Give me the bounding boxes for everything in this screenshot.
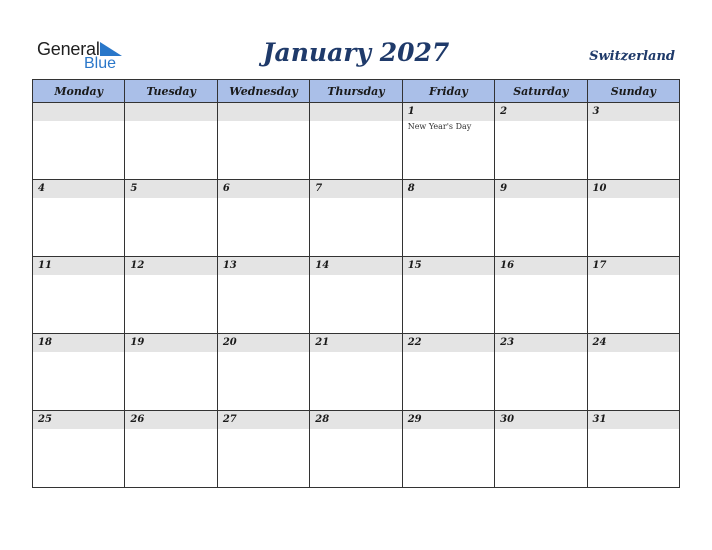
day-cell	[217, 411, 309, 488]
day-number: 28	[315, 414, 330, 425]
day-number: 20	[222, 337, 237, 348]
day-number-band	[495, 103, 586, 121]
day-number-band	[125, 257, 216, 275]
week-row	[33, 180, 680, 257]
day-number-band	[588, 334, 679, 352]
day-cell	[217, 257, 309, 334]
day-number: 18	[38, 337, 52, 348]
day-cell	[125, 411, 217, 488]
day-number: 27	[222, 414, 237, 425]
day-number-band	[588, 257, 679, 275]
day-number: 31	[592, 414, 607, 425]
weekday-header: Thursday	[310, 80, 402, 103]
day-number-band	[495, 257, 586, 275]
calendar-grid	[32, 79, 680, 488]
day-number-band	[125, 411, 216, 429]
day-cell	[125, 334, 217, 411]
day-cell	[33, 103, 125, 180]
day-number-band	[33, 103, 124, 121]
day-number-band	[218, 334, 309, 352]
day-cell	[310, 103, 402, 180]
day-number-band	[310, 180, 401, 198]
weekday-header-row	[33, 80, 680, 103]
day-number: 29	[407, 414, 422, 425]
day-number: 24	[592, 337, 607, 348]
day-number: 10	[592, 183, 607, 194]
day-cell	[125, 103, 217, 180]
day-number: 4	[38, 183, 45, 194]
day-cell	[310, 180, 402, 257]
day-cell	[33, 334, 125, 411]
day-number-band	[125, 103, 216, 121]
day-cell	[310, 257, 402, 334]
day-cell	[33, 411, 125, 488]
day-number: 9	[500, 183, 508, 194]
day-number-band	[125, 334, 216, 352]
day-cell	[125, 180, 217, 257]
weekday-header: Saturday	[495, 80, 587, 103]
week-row	[33, 257, 680, 334]
day-number: 11	[38, 260, 52, 271]
day-number: 12	[130, 260, 145, 271]
day-number: 23	[500, 337, 515, 348]
day-number-band	[588, 180, 679, 198]
week-row	[33, 334, 680, 411]
day-cell	[587, 411, 679, 488]
day-cell	[125, 257, 217, 334]
weekday-header: Tuesday	[125, 80, 217, 103]
weekday-header: Friday	[402, 80, 494, 103]
day-number: 7	[315, 183, 323, 194]
day-cell	[495, 257, 587, 334]
day-number: 8	[407, 183, 415, 194]
day-number: 13	[222, 260, 237, 271]
day-number-band	[495, 411, 586, 429]
day-number-band	[403, 334, 494, 352]
weekday-header: Sunday	[587, 80, 679, 103]
calendar-body	[33, 103, 680, 488]
day-number-band	[33, 334, 124, 352]
day-cell	[587, 180, 679, 257]
day-number-band	[495, 180, 586, 198]
day-number: 16	[500, 260, 515, 271]
day-number-band	[218, 257, 309, 275]
day-cell	[33, 257, 125, 334]
day-cell	[495, 180, 587, 257]
day-number-band	[310, 334, 401, 352]
day-number-band	[125, 180, 216, 198]
day-cell	[495, 103, 587, 180]
day-number: 22	[407, 337, 422, 348]
day-number-band	[218, 180, 309, 198]
day-cell	[402, 103, 494, 180]
day-number-band	[33, 257, 124, 275]
day-number: 30	[500, 414, 515, 425]
day-number: 1	[407, 106, 415, 117]
day-cell	[217, 180, 309, 257]
day-number-band	[403, 411, 494, 429]
day-number-band	[495, 334, 586, 352]
day-number-band	[403, 180, 494, 198]
logo-word-blue: Blue	[84, 55, 117, 72]
day-number: 26	[130, 414, 145, 425]
day-cell	[587, 257, 679, 334]
day-number-band	[403, 257, 494, 275]
day-number-band	[218, 103, 309, 121]
day-number-band	[403, 103, 494, 121]
day-number: 5	[130, 183, 138, 194]
day-number-band	[218, 411, 309, 429]
day-cell	[217, 103, 309, 180]
day-cell	[33, 180, 125, 257]
weekday-header: Wednesday	[217, 80, 309, 103]
day-number: 17	[592, 260, 607, 271]
day-cell	[495, 411, 587, 488]
day-number: 15	[407, 260, 422, 271]
day-number-band	[310, 257, 401, 275]
day-number-band	[33, 411, 124, 429]
day-number: 14	[315, 260, 330, 271]
logo-word-general: General	[37, 39, 100, 59]
day-cell	[310, 411, 402, 488]
day-cell	[402, 180, 494, 257]
calendar-title: January 2027	[262, 38, 450, 67]
day-cell	[310, 334, 402, 411]
day-cell	[402, 411, 494, 488]
day-number: 25	[38, 414, 52, 425]
day-number-band	[310, 411, 401, 429]
day-cell	[495, 334, 587, 411]
day-cell	[402, 334, 494, 411]
day-cell	[587, 103, 679, 180]
day-number: 21	[315, 337, 330, 348]
country-label: Switzerland	[589, 49, 675, 64]
day-number: 2	[500, 106, 508, 117]
day-number-band	[588, 103, 679, 121]
weekday-header: Monday	[33, 80, 125, 103]
day-cell	[402, 257, 494, 334]
holiday-label: New Year's Day	[407, 122, 472, 131]
day-number-band	[588, 411, 679, 429]
day-number: 19	[130, 337, 145, 348]
day-cell	[217, 334, 309, 411]
day-number-band	[310, 103, 401, 121]
day-number-band	[33, 180, 124, 198]
day-number: 3	[592, 106, 600, 117]
day-number: 6	[222, 183, 230, 194]
week-row	[33, 103, 680, 180]
week-row	[33, 411, 680, 488]
day-cell	[587, 334, 679, 411]
